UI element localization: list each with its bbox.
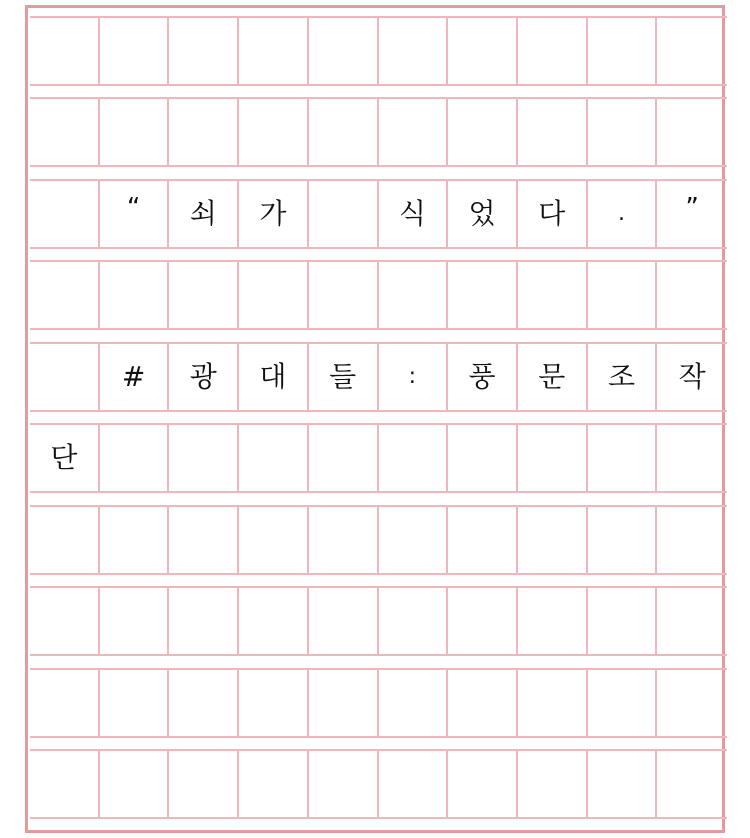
manuscript-cell — [100, 18, 170, 84]
manuscript-cell — [657, 425, 727, 491]
manuscript-cell — [169, 262, 239, 328]
manuscript-cell — [239, 99, 309, 165]
manuscript-cell — [448, 751, 518, 817]
manuscript-row — [30, 586, 727, 656]
manuscript-cell: ” — [685, 193, 699, 223]
manuscript-row — [30, 179, 727, 249]
manuscript-cell — [518, 507, 588, 573]
manuscript-cell: 단 — [30, 425, 100, 491]
manuscript-cell — [239, 751, 309, 817]
manuscript-cell: 가 — [239, 181, 309, 247]
manuscript-cell — [309, 262, 379, 328]
manuscript-cell — [518, 99, 588, 165]
manuscript-cell — [169, 670, 239, 736]
manuscript-cell: 들 — [309, 344, 379, 410]
manuscript-row — [30, 260, 727, 330]
manuscript-cell — [657, 670, 727, 736]
manuscript-row — [30, 97, 727, 167]
manuscript-cell — [169, 425, 239, 491]
manuscript-cell — [30, 344, 100, 410]
manuscript-cell — [239, 507, 309, 573]
manuscript-cell — [239, 670, 309, 736]
manuscript-cell: 다 — [518, 181, 588, 247]
manuscript-cell — [588, 262, 658, 328]
manuscript-cell: 쇠 — [169, 181, 239, 247]
manuscript-cell — [100, 751, 170, 817]
manuscript-cell — [169, 18, 239, 84]
manuscript-cell — [309, 18, 379, 84]
manuscript-cell — [30, 507, 100, 573]
manuscript-cell: # — [100, 344, 170, 410]
manuscript-cell: . — [588, 181, 658, 247]
manuscript-cell: 작 — [678, 360, 706, 393]
manuscript-cell — [379, 99, 449, 165]
manuscript-row — [30, 505, 727, 575]
manuscript-cell — [379, 588, 449, 654]
manuscript-cell — [100, 262, 170, 328]
manuscript-cell — [588, 18, 658, 84]
manuscript-cell — [30, 181, 100, 247]
manuscript-cell — [30, 262, 100, 328]
manuscript-cell — [448, 262, 518, 328]
manuscript-cell — [588, 588, 658, 654]
manuscript-cell — [448, 425, 518, 491]
manuscript-cell — [657, 588, 727, 654]
manuscript-cell — [100, 670, 170, 736]
manuscript-cell: 대 — [239, 344, 309, 410]
manuscript-cell — [100, 507, 170, 573]
manuscript-cell — [379, 507, 449, 573]
manuscript-cell — [30, 99, 100, 165]
manuscript-cell — [309, 588, 379, 654]
manuscript-cell: “ — [100, 181, 170, 247]
manuscript-cell — [448, 507, 518, 573]
manuscript-cell — [657, 18, 727, 84]
manuscript-cell — [588, 670, 658, 736]
manuscript-cell: 었 — [448, 181, 518, 247]
manuscript-row — [30, 668, 727, 738]
manuscript-cell: 식 — [379, 181, 449, 247]
manuscript-cell — [30, 588, 100, 654]
manuscript-cell — [518, 18, 588, 84]
manuscript-cell — [309, 670, 379, 736]
manuscript-cell — [588, 507, 658, 573]
manuscript-cell — [239, 262, 309, 328]
manuscript-cell — [309, 99, 379, 165]
manuscript-cell — [379, 751, 449, 817]
manuscript-cell — [379, 670, 449, 736]
manuscript-row — [30, 16, 727, 86]
manuscript-cell — [309, 507, 379, 573]
manuscript-cell — [518, 588, 588, 654]
manuscript-cell — [30, 751, 100, 817]
manuscript-cell — [100, 99, 170, 165]
manuscript-cell — [588, 425, 658, 491]
manuscript-cell: 문 — [518, 344, 588, 410]
manuscript-cell — [169, 99, 239, 165]
manuscript-cell: : — [379, 344, 449, 410]
manuscript-cell — [239, 425, 309, 491]
manuscript-cell — [379, 425, 449, 491]
manuscript-cell — [518, 425, 588, 491]
manuscript-cell: 풍 — [448, 344, 518, 410]
manuscript-cell — [588, 751, 658, 817]
manuscript-cell — [309, 425, 379, 491]
manuscript-cell — [30, 18, 100, 84]
manuscript-cell — [379, 18, 449, 84]
manuscript-cell — [448, 670, 518, 736]
manuscript-row — [30, 342, 727, 412]
manuscript-cell — [518, 751, 588, 817]
manuscript-cell — [100, 425, 170, 491]
manuscript-cell — [518, 670, 588, 736]
manuscript-cell — [448, 18, 518, 84]
manuscript-cell — [657, 99, 727, 165]
manuscript-cell — [30, 670, 100, 736]
manuscript-cell — [239, 588, 309, 654]
manuscript-cell — [309, 751, 379, 817]
manuscript-cell — [239, 18, 309, 84]
manuscript-cell — [448, 99, 518, 165]
manuscript-cell — [169, 588, 239, 654]
manuscript-cell — [448, 588, 518, 654]
manuscript-row — [30, 749, 727, 819]
manuscript-cell: 조 — [588, 344, 658, 410]
manuscript-cell — [657, 751, 727, 817]
manuscript-cell — [657, 262, 727, 328]
manuscript-cell — [657, 507, 727, 573]
manuscript-cell — [169, 751, 239, 817]
manuscript-cell — [518, 262, 588, 328]
manuscript-paper — [25, 5, 725, 833]
manuscript-cell — [309, 181, 379, 247]
manuscript-cell — [588, 99, 658, 165]
manuscript-cell — [379, 262, 449, 328]
manuscript-cell — [100, 588, 170, 654]
manuscript-cell: 광 — [169, 344, 239, 410]
manuscript-row — [30, 423, 727, 493]
manuscript-cell — [169, 507, 239, 573]
